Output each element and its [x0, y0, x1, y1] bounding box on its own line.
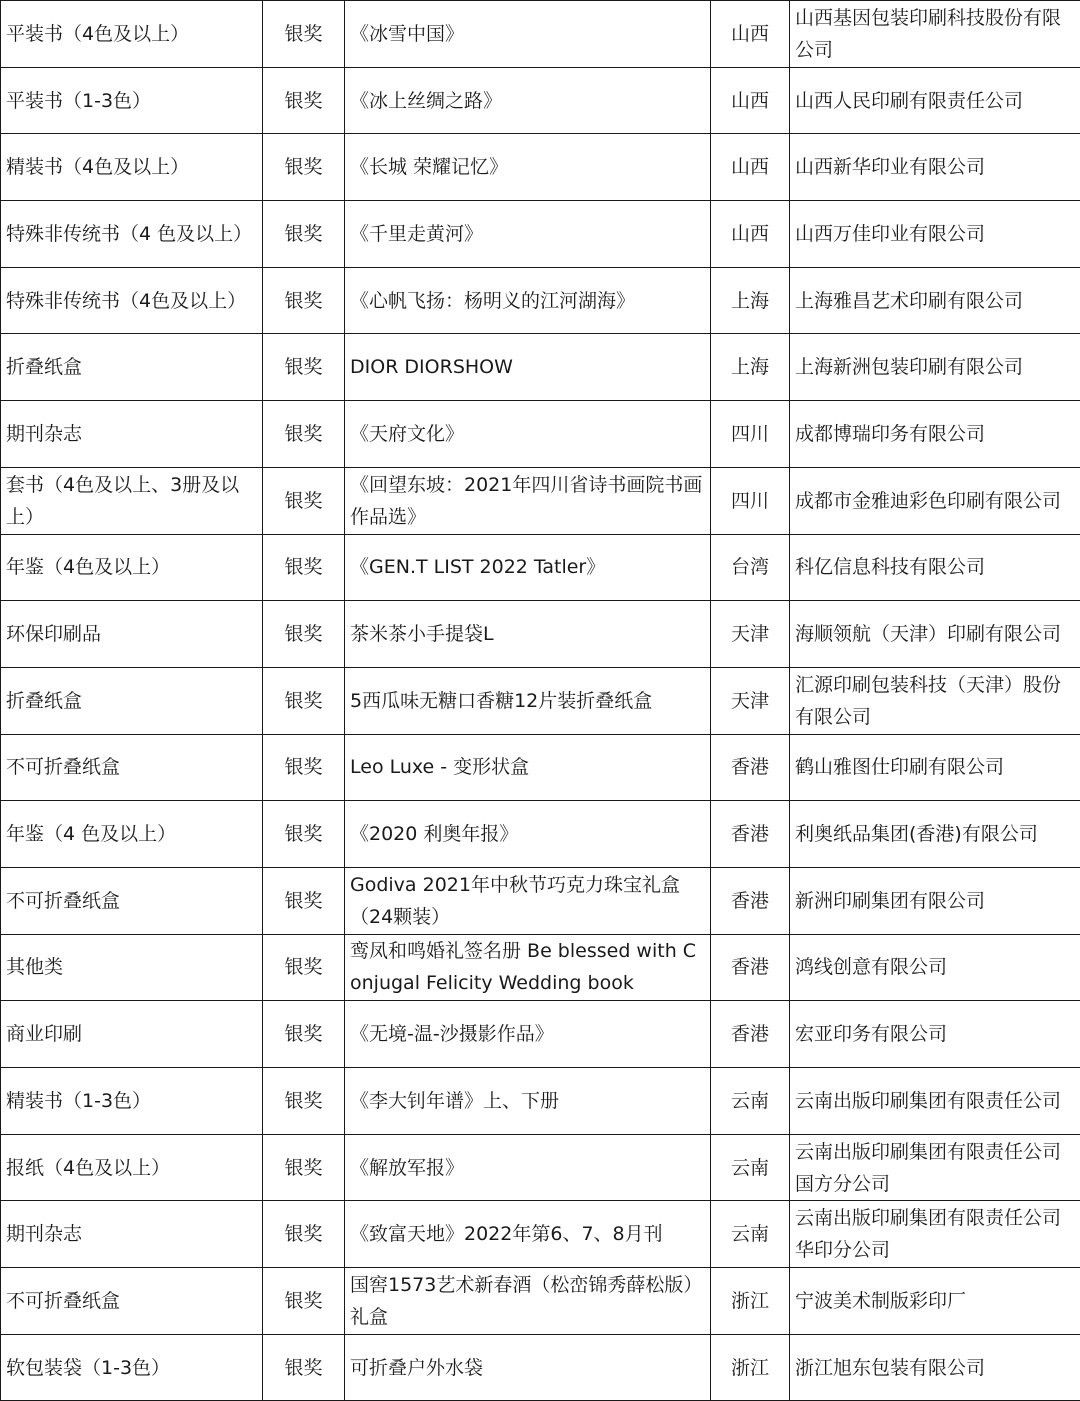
- table-row: [1, 1001, 1080, 1068]
- work-title-cell: 《冰雪中国》: [345, 1, 711, 68]
- company-cell: 云南出版印刷集团有限责任公司: [790, 1068, 1080, 1135]
- company-cell: 上海雅昌艺术印刷有限公司: [790, 267, 1080, 334]
- table-row: [1, 934, 1080, 1001]
- work-title-cell: 《解放军报》: [345, 1134, 711, 1201]
- work-title-cell: 鸾凤和鸣婚礼签名册 Be blessed with Conjugal Felicity Wedding book: [345, 934, 711, 1001]
- company-cell: 浙江旭东包装有限公司: [790, 1334, 1080, 1401]
- category-cell: 特殊非传统书（4 色及以上）: [1, 201, 263, 268]
- company-cell: 海顺领航（天津）印刷有限公司: [790, 601, 1080, 668]
- award-cell: 银奖: [263, 467, 345, 534]
- category-cell: 折叠纸盒: [1, 667, 263, 734]
- category-cell: 不可折叠纸盒: [1, 734, 263, 801]
- region-cell: 香港: [711, 934, 790, 1001]
- award-cell: 银奖: [263, 801, 345, 868]
- category-cell: 商业印刷: [1, 1001, 263, 1068]
- company-cell: 山西万佳印业有限公司: [790, 201, 1080, 268]
- region-cell: 四川: [711, 467, 790, 534]
- award-cell: 银奖: [263, 1201, 345, 1268]
- category-cell: 不可折叠纸盒: [1, 867, 263, 934]
- table-row: [1, 1268, 1080, 1335]
- award-cell: 银奖: [263, 67, 345, 134]
- company-cell: 利奥纸品集团(香港)有限公司: [790, 801, 1080, 868]
- award-cell: 银奖: [263, 1268, 345, 1335]
- work-title-cell: 5西瓜味无糖口香糖12片装折叠纸盒: [345, 667, 711, 734]
- region-cell: 浙江: [711, 1334, 790, 1401]
- region-cell: 上海: [711, 267, 790, 334]
- work-title-cell: 国窖1573艺术新春酒（松峦锦秀薛松版）礼盒: [345, 1268, 711, 1335]
- category-cell: 特殊非传统书（4色及以上）: [1, 267, 263, 334]
- award-cell: 银奖: [263, 1134, 345, 1201]
- award-cell: 银奖: [263, 601, 345, 668]
- region-cell: 香港: [711, 734, 790, 801]
- company-cell: 宁波美术制版彩印厂: [790, 1268, 1080, 1335]
- category-cell: 精装书（4色及以上）: [1, 134, 263, 201]
- award-cell: 银奖: [263, 334, 345, 401]
- work-title-cell: 《致富天地》2022年第6、7、8月刊: [345, 1201, 711, 1268]
- table-row: [1, 67, 1080, 134]
- award-cell: 银奖: [263, 534, 345, 601]
- table-row: [1, 867, 1080, 934]
- company-cell: 山西基因包装印刷科技股份有限公司: [790, 1, 1080, 68]
- table-row: [1, 1334, 1080, 1401]
- work-title-cell: 《千里走黄河》: [345, 201, 711, 268]
- award-cell: 银奖: [263, 1334, 345, 1401]
- category-cell: 年鉴（4 色及以上）: [1, 801, 263, 868]
- company-cell: 宏亚印务有限公司: [790, 1001, 1080, 1068]
- category-cell: 套书（4色及以上、3册及以上）: [1, 467, 263, 534]
- table-row: [1, 667, 1080, 734]
- category-cell: 其他类: [1, 934, 263, 1001]
- work-title-cell: Godiva 2021年中秋节巧克力珠宝礼盒（24颗装）: [345, 867, 711, 934]
- region-cell: 云南: [711, 1201, 790, 1268]
- category-cell: 期刊杂志: [1, 401, 263, 468]
- region-cell: 香港: [711, 867, 790, 934]
- region-cell: 香港: [711, 1001, 790, 1068]
- work-title-cell: 《GEN.T LIST 2022 Tatler》: [345, 534, 711, 601]
- region-cell: 天津: [711, 601, 790, 668]
- award-cell: 银奖: [263, 134, 345, 201]
- region-cell: 山西: [711, 67, 790, 134]
- category-cell: 平装书（1-3色）: [1, 67, 263, 134]
- work-title-cell: 《李大钊年谱》上、下册: [345, 1068, 711, 1135]
- award-cell: 银奖: [263, 667, 345, 734]
- region-cell: 香港: [711, 801, 790, 868]
- company-cell: 云南出版印刷集团有限责任公司华印分公司: [790, 1201, 1080, 1268]
- company-cell: 山西人民印刷有限责任公司: [790, 67, 1080, 134]
- company-cell: 汇源印刷包装科技（天津）股份有限公司: [790, 667, 1080, 734]
- table-row: [1, 267, 1080, 334]
- company-cell: 山西新华印业有限公司: [790, 134, 1080, 201]
- category-cell: 期刊杂志: [1, 1201, 263, 1268]
- company-cell: 鹤山雅图仕印刷有限公司: [790, 734, 1080, 801]
- award-cell: 银奖: [263, 1001, 345, 1068]
- work-title-cell: 《无境-温-沙摄影作品》: [345, 1001, 711, 1068]
- region-cell: 山西: [711, 134, 790, 201]
- work-title-cell: 《冰上丝绸之路》: [345, 67, 711, 134]
- category-cell: 折叠纸盒: [1, 334, 263, 401]
- award-cell: 银奖: [263, 267, 345, 334]
- award-cell: 银奖: [263, 734, 345, 801]
- category-cell: 不可折叠纸盒: [1, 1268, 263, 1335]
- table-row: [1, 1134, 1080, 1201]
- award-cell: 银奖: [263, 934, 345, 1001]
- table-row: [1, 1201, 1080, 1268]
- work-title-cell: 《天府文化》: [345, 401, 711, 468]
- category-cell: 报纸（4色及以上）: [1, 1134, 263, 1201]
- company-cell: 成都市金雅迪彩色印刷有限公司: [790, 467, 1080, 534]
- table-row: [1, 334, 1080, 401]
- work-title-cell: DIOR DIORSHOW: [345, 334, 711, 401]
- award-cell: 银奖: [263, 867, 345, 934]
- region-cell: 云南: [711, 1068, 790, 1135]
- work-title-cell: Leo Luxe - 变形状盒: [345, 734, 711, 801]
- work-title-cell: 《2020 利奥年报》: [345, 801, 711, 868]
- company-cell: 上海新洲包装印刷有限公司: [790, 334, 1080, 401]
- table-row: [1, 401, 1080, 468]
- work-title-cell: 茶米茶小手提袋L: [345, 601, 711, 668]
- company-cell: 成都博瑞印务有限公司: [790, 401, 1080, 468]
- work-title-cell: 可折叠户外水袋: [345, 1334, 711, 1401]
- region-cell: 山西: [711, 1, 790, 68]
- region-cell: 四川: [711, 401, 790, 468]
- region-cell: 天津: [711, 667, 790, 734]
- award-cell: 银奖: [263, 1, 345, 68]
- region-cell: 云南: [711, 1134, 790, 1201]
- table-row: [1, 801, 1080, 868]
- region-cell: 上海: [711, 334, 790, 401]
- work-title-cell: 《回望东坡：2021年四川省诗书画院书画作品选》: [345, 467, 711, 534]
- table-row: [1, 1, 1080, 68]
- category-cell: 软包装袋（1-3色）: [1, 1334, 263, 1401]
- table-row: [1, 1068, 1080, 1135]
- award-cell: 银奖: [263, 1068, 345, 1135]
- category-cell: 平装书（4色及以上）: [1, 1, 263, 68]
- table-row: [1, 601, 1080, 668]
- table-row: [1, 534, 1080, 601]
- category-cell: 环保印刷品: [1, 601, 263, 668]
- table-row: [1, 467, 1080, 534]
- work-title-cell: 《长城 荣耀记忆》: [345, 134, 711, 201]
- award-cell: 银奖: [263, 201, 345, 268]
- region-cell: 台湾: [711, 534, 790, 601]
- company-cell: 云南出版印刷集团有限责任公司国方分公司: [790, 1134, 1080, 1201]
- company-cell: 新洲印刷集团有限公司: [790, 867, 1080, 934]
- awards-table-body: [1, 1, 1080, 1401]
- category-cell: 精装书（1-3色）: [1, 1068, 263, 1135]
- category-cell: 年鉴（4色及以上）: [1, 534, 263, 601]
- company-cell: 科亿信息科技有限公司: [790, 534, 1080, 601]
- region-cell: 浙江: [711, 1268, 790, 1335]
- table-row: [1, 134, 1080, 201]
- table-row: [1, 734, 1080, 801]
- table-row: [1, 201, 1080, 268]
- company-cell: 鸿线创意有限公司: [790, 934, 1080, 1001]
- award-cell: 银奖: [263, 401, 345, 468]
- work-title-cell: 《心帆飞扬：杨明义的江河湖海》: [345, 267, 711, 334]
- region-cell: 山西: [711, 201, 790, 268]
